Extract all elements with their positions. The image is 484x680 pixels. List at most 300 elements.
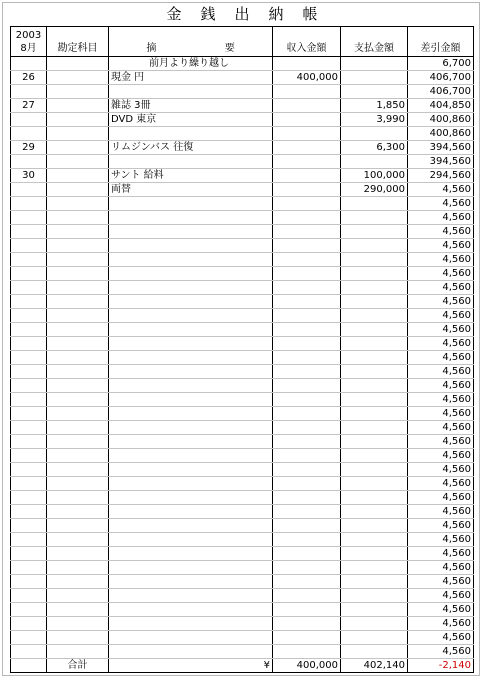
cell-payment xyxy=(341,463,408,477)
table-row xyxy=(11,477,474,491)
cell-payment xyxy=(341,253,408,267)
cell-balance: 4,560 xyxy=(408,477,474,491)
cell-account xyxy=(47,197,109,211)
cell-date xyxy=(11,463,47,477)
cell-income xyxy=(273,253,341,267)
cell-balance: 4,560 xyxy=(408,379,474,393)
table-row xyxy=(11,57,474,71)
cell-description: 雑誌 3冊 xyxy=(109,99,273,113)
cell-income xyxy=(273,351,341,365)
cell-payment xyxy=(341,225,408,239)
table-row xyxy=(11,575,474,589)
cell-description xyxy=(109,127,273,141)
cell-account xyxy=(47,323,109,337)
cell-account xyxy=(47,477,109,491)
header-date xyxy=(11,27,47,57)
header-row xyxy=(11,27,474,57)
cell-payment xyxy=(341,337,408,351)
cell-balance: 4,560 xyxy=(408,239,474,253)
table-row xyxy=(11,113,474,127)
cell-date xyxy=(11,113,47,127)
cell-balance: 4,560 xyxy=(408,309,474,323)
table-row xyxy=(11,99,474,113)
cell-payment xyxy=(341,533,408,547)
table-row xyxy=(11,197,474,211)
cell-payment: 3,990 xyxy=(341,113,408,127)
cell-balance: 4,560 xyxy=(408,253,474,267)
cell-account xyxy=(47,309,109,323)
cell-account xyxy=(47,645,109,659)
cell-balance: 4,560 xyxy=(408,631,474,645)
cell-income xyxy=(273,393,341,407)
cell-payment xyxy=(341,127,408,141)
cell-account xyxy=(47,393,109,407)
cell-income xyxy=(273,379,341,393)
cell-date xyxy=(11,603,47,617)
table-row xyxy=(11,421,474,435)
table-row xyxy=(11,645,474,659)
cell-balance: 4,560 xyxy=(408,211,474,225)
cell-date xyxy=(11,85,47,99)
table-row xyxy=(11,141,474,155)
cell-income xyxy=(273,211,341,225)
cell-date xyxy=(11,225,47,239)
cell-balance: 4,560 xyxy=(408,281,474,295)
cell-payment: 290,000 xyxy=(341,183,408,197)
cell-income xyxy=(273,337,341,351)
cell-income xyxy=(273,491,341,505)
cell-date xyxy=(11,645,47,659)
cell-balance: 4,560 xyxy=(408,323,474,337)
cell-balance: 400,860 xyxy=(408,127,474,141)
cell-account xyxy=(47,351,109,365)
cell-date xyxy=(11,407,47,421)
cell-income xyxy=(273,407,341,421)
cell-balance: 6,700 xyxy=(408,57,474,71)
cell-income xyxy=(273,281,341,295)
total-row xyxy=(11,659,474,673)
cell-income xyxy=(273,589,341,603)
cell-account xyxy=(47,281,109,295)
table-row xyxy=(11,463,474,477)
cell-date xyxy=(11,589,47,603)
cell-account xyxy=(47,519,109,533)
cell-description: サント 給料 xyxy=(109,169,273,183)
cell-description xyxy=(109,421,273,435)
cell-payment xyxy=(341,491,408,505)
cell-balance: 4,560 xyxy=(408,421,474,435)
cell-payment xyxy=(341,85,408,99)
cell-description xyxy=(109,589,273,603)
cell-income xyxy=(273,435,341,449)
cell-description xyxy=(109,337,273,351)
cell-payment xyxy=(341,477,408,491)
cell-payment xyxy=(341,561,408,575)
cell-account xyxy=(47,547,109,561)
cell-payment xyxy=(341,239,408,253)
cell-payment xyxy=(341,519,408,533)
cell-balance: 406,700 xyxy=(408,85,474,99)
cell-balance: 4,560 xyxy=(408,575,474,589)
cell-payment xyxy=(341,449,408,463)
table-row xyxy=(11,323,474,337)
table-row xyxy=(11,253,474,267)
cell-description xyxy=(109,225,273,239)
total-income: 400,000 xyxy=(273,659,341,673)
cell-payment xyxy=(341,57,408,71)
cell-payment xyxy=(341,211,408,225)
cell-account xyxy=(47,407,109,421)
cell-balance: 4,560 xyxy=(408,337,474,351)
cell-date xyxy=(11,449,47,463)
cell-balance: 4,560 xyxy=(408,617,474,631)
cash-ledger-table xyxy=(10,26,474,673)
cell-description xyxy=(109,309,273,323)
cell-date xyxy=(11,239,47,253)
cell-description xyxy=(109,519,273,533)
cell-date xyxy=(11,183,47,197)
total-payment: 402,140 xyxy=(341,659,408,673)
cell-payment xyxy=(341,155,408,169)
cell-balance: 4,560 xyxy=(408,225,474,239)
cell-balance: 4,560 xyxy=(408,295,474,309)
cell-account xyxy=(47,169,109,183)
cell-description: DVD 東京 xyxy=(109,113,273,127)
cell-description xyxy=(109,365,273,379)
table-row xyxy=(11,71,474,85)
cell-date: 27 xyxy=(11,99,47,113)
cell-balance: 4,560 xyxy=(408,393,474,407)
cell-date xyxy=(11,491,47,505)
cell-account xyxy=(47,239,109,253)
table-row xyxy=(11,379,474,393)
cell-date: 29 xyxy=(11,141,47,155)
table-row xyxy=(11,407,474,421)
cell-account xyxy=(47,421,109,435)
cell-income xyxy=(273,141,341,155)
cell-date xyxy=(11,253,47,267)
cell-balance: 400,860 xyxy=(408,113,474,127)
cell-payment xyxy=(341,393,408,407)
cell-account xyxy=(47,71,109,85)
cell-account xyxy=(47,57,109,71)
table-row xyxy=(11,533,474,547)
cell-date xyxy=(11,547,47,561)
cell-balance: 4,560 xyxy=(408,533,474,547)
table-row xyxy=(11,547,474,561)
cell-account xyxy=(47,183,109,197)
cell-balance: 4,560 xyxy=(408,407,474,421)
header-description-1: 摘 xyxy=(146,43,157,54)
cell-date xyxy=(11,617,47,631)
cell-account xyxy=(47,449,109,463)
cell-income xyxy=(273,309,341,323)
cell-date xyxy=(11,295,47,309)
cell-description xyxy=(109,253,273,267)
cell-payment xyxy=(341,267,408,281)
cell-account xyxy=(47,533,109,547)
cell-balance: 4,560 xyxy=(408,435,474,449)
cell-payment xyxy=(341,365,408,379)
cell-description xyxy=(109,435,273,449)
cell-income xyxy=(273,323,341,337)
table-row xyxy=(11,519,474,533)
header-payment: 支払金額 xyxy=(341,27,408,57)
cell-date xyxy=(11,631,47,645)
table-row xyxy=(11,281,474,295)
cell-description xyxy=(109,533,273,547)
cell-payment xyxy=(341,281,408,295)
cell-date xyxy=(11,365,47,379)
cell-description xyxy=(109,505,273,519)
table-row xyxy=(11,295,474,309)
cell-description xyxy=(109,575,273,589)
cell-date xyxy=(11,435,47,449)
cell-income xyxy=(273,519,341,533)
cell-date xyxy=(11,211,47,225)
cell-income xyxy=(273,561,341,575)
cell-account xyxy=(47,337,109,351)
table-row xyxy=(11,267,474,281)
cell-date: 26 xyxy=(11,71,47,85)
header-date-month: 8月 xyxy=(20,43,37,54)
cell-date xyxy=(11,393,47,407)
cell-date xyxy=(11,533,47,547)
cell-account xyxy=(47,603,109,617)
cell-account xyxy=(47,617,109,631)
table-row xyxy=(11,183,474,197)
header-income: 収入金額 xyxy=(273,27,341,57)
cell-date xyxy=(11,57,47,71)
cell-account xyxy=(47,463,109,477)
cell-account xyxy=(47,491,109,505)
cell-description xyxy=(109,351,273,365)
cell-description xyxy=(109,197,273,211)
cell-payment xyxy=(341,603,408,617)
cell-balance: 4,560 xyxy=(408,351,474,365)
total-yen-cell xyxy=(109,659,273,673)
table-row xyxy=(11,449,474,463)
cell-income xyxy=(273,631,341,645)
cell-account xyxy=(47,295,109,309)
table-row xyxy=(11,127,474,141)
header-account: 勘定科目 xyxy=(47,27,109,57)
cell-balance: 394,560 xyxy=(408,141,474,155)
cell-payment: 6,300 xyxy=(341,141,408,155)
cell-payment xyxy=(341,197,408,211)
cell-payment xyxy=(341,379,408,393)
cell-account xyxy=(47,211,109,225)
cell-payment: 100,000 xyxy=(341,169,408,183)
cell-balance: 394,560 xyxy=(408,155,474,169)
cell-description xyxy=(109,85,273,99)
cell-description: 前月より繰り越し xyxy=(109,57,273,71)
cell-description: 両替 xyxy=(109,183,273,197)
header-description xyxy=(109,27,273,57)
cell-account xyxy=(47,155,109,169)
cell-income xyxy=(273,505,341,519)
cell-description xyxy=(109,463,273,477)
cell-income xyxy=(273,365,341,379)
cell-description xyxy=(109,155,273,169)
cell-income xyxy=(273,449,341,463)
cell-income xyxy=(273,197,341,211)
cell-payment xyxy=(341,421,408,435)
cell-description xyxy=(109,477,273,491)
cell-income xyxy=(273,239,341,253)
cell-account xyxy=(47,435,109,449)
cell-balance: 4,560 xyxy=(408,463,474,477)
cell-date xyxy=(11,127,47,141)
cell-income xyxy=(273,295,341,309)
cell-account xyxy=(47,225,109,239)
table-row xyxy=(11,211,474,225)
cell-description xyxy=(109,239,273,253)
cell-balance: 4,560 xyxy=(408,491,474,505)
table-row xyxy=(11,155,474,169)
cell-balance: 4,560 xyxy=(408,519,474,533)
cell-date xyxy=(11,323,47,337)
cell-income xyxy=(273,155,341,169)
cell-payment xyxy=(341,351,408,365)
cell-income xyxy=(273,463,341,477)
cell-description xyxy=(109,211,273,225)
cell-balance: 4,560 xyxy=(408,645,474,659)
cell-description xyxy=(109,449,273,463)
cell-payment xyxy=(341,617,408,631)
cell-description xyxy=(109,393,273,407)
total-date-cell xyxy=(11,659,47,673)
cell-date xyxy=(11,155,47,169)
cell-payment xyxy=(341,645,408,659)
cell-account xyxy=(47,561,109,575)
cell-description xyxy=(109,323,273,337)
table-row xyxy=(11,85,474,99)
cell-description xyxy=(109,491,273,505)
cell-date xyxy=(11,309,47,323)
cell-income xyxy=(273,127,341,141)
table-row xyxy=(11,631,474,645)
cell-payment xyxy=(341,407,408,421)
cell-payment xyxy=(341,295,408,309)
table-row xyxy=(11,589,474,603)
cell-balance: 406,700 xyxy=(408,71,474,85)
header-description-2: 要 xyxy=(224,43,235,54)
cell-account xyxy=(47,631,109,645)
table-row xyxy=(11,337,474,351)
cell-balance: 4,560 xyxy=(408,197,474,211)
cell-income xyxy=(273,421,341,435)
cell-description xyxy=(109,547,273,561)
cell-account xyxy=(47,505,109,519)
cell-account xyxy=(47,85,109,99)
cell-payment xyxy=(341,505,408,519)
cell-description xyxy=(109,407,273,421)
table-row xyxy=(11,491,474,505)
cell-payment xyxy=(341,575,408,589)
cell-date xyxy=(11,197,47,211)
cell-income xyxy=(273,113,341,127)
cell-income xyxy=(273,57,341,71)
cell-balance: 4,560 xyxy=(408,183,474,197)
header-date-year: 2003 xyxy=(15,30,42,41)
cell-income: 400,000 xyxy=(273,71,341,85)
header-balance: 差引金額 xyxy=(408,27,474,57)
cell-account xyxy=(47,141,109,155)
cell-description xyxy=(109,645,273,659)
cell-income xyxy=(273,99,341,113)
cell-balance: 4,560 xyxy=(408,547,474,561)
cell-payment xyxy=(341,631,408,645)
total-label: 合計 xyxy=(47,659,109,673)
cell-income xyxy=(273,85,341,99)
cell-balance: 4,560 xyxy=(408,267,474,281)
cell-income xyxy=(273,533,341,547)
cell-description: リムジンバス 往復 xyxy=(109,141,273,155)
cell-balance: 4,560 xyxy=(408,589,474,603)
cell-income xyxy=(273,603,341,617)
cell-date: 30 xyxy=(11,169,47,183)
cell-account xyxy=(47,267,109,281)
cell-balance: 4,560 xyxy=(408,561,474,575)
cell-account xyxy=(47,113,109,127)
cell-income xyxy=(273,225,341,239)
cell-payment: 1,850 xyxy=(341,99,408,113)
cell-payment xyxy=(341,323,408,337)
cell-description xyxy=(109,561,273,575)
cell-balance: 4,560 xyxy=(408,603,474,617)
table-row xyxy=(11,505,474,519)
table-row xyxy=(11,239,474,253)
cell-income xyxy=(273,169,341,183)
cell-description xyxy=(109,281,273,295)
cell-account xyxy=(47,253,109,267)
page-title: 金銭出納帳 xyxy=(166,5,337,23)
cell-income xyxy=(273,183,341,197)
cell-description: 現金 円 xyxy=(109,71,273,85)
cell-account xyxy=(47,575,109,589)
table-row xyxy=(11,225,474,239)
cell-date xyxy=(11,281,47,295)
table-row xyxy=(11,309,474,323)
cell-description xyxy=(109,617,273,631)
cell-payment xyxy=(341,309,408,323)
cell-date xyxy=(11,267,47,281)
table-row xyxy=(11,561,474,575)
table-row xyxy=(11,351,474,365)
cell-income xyxy=(273,617,341,631)
cell-date xyxy=(11,379,47,393)
cell-date xyxy=(11,519,47,533)
cell-account xyxy=(47,365,109,379)
cell-date xyxy=(11,575,47,589)
cell-income xyxy=(273,477,341,491)
cell-account xyxy=(47,127,109,141)
cell-description xyxy=(109,295,273,309)
cell-date xyxy=(11,505,47,519)
table-row xyxy=(11,169,474,183)
cell-balance: 4,560 xyxy=(408,505,474,519)
total-balance: -2,140 xyxy=(408,659,474,673)
cell-balance: 4,560 xyxy=(408,449,474,463)
cell-account xyxy=(47,589,109,603)
cell-payment xyxy=(341,589,408,603)
cell-date xyxy=(11,477,47,491)
cell-description xyxy=(109,631,273,645)
cell-date xyxy=(11,561,47,575)
cell-date xyxy=(11,351,47,365)
cell-payment xyxy=(341,435,408,449)
